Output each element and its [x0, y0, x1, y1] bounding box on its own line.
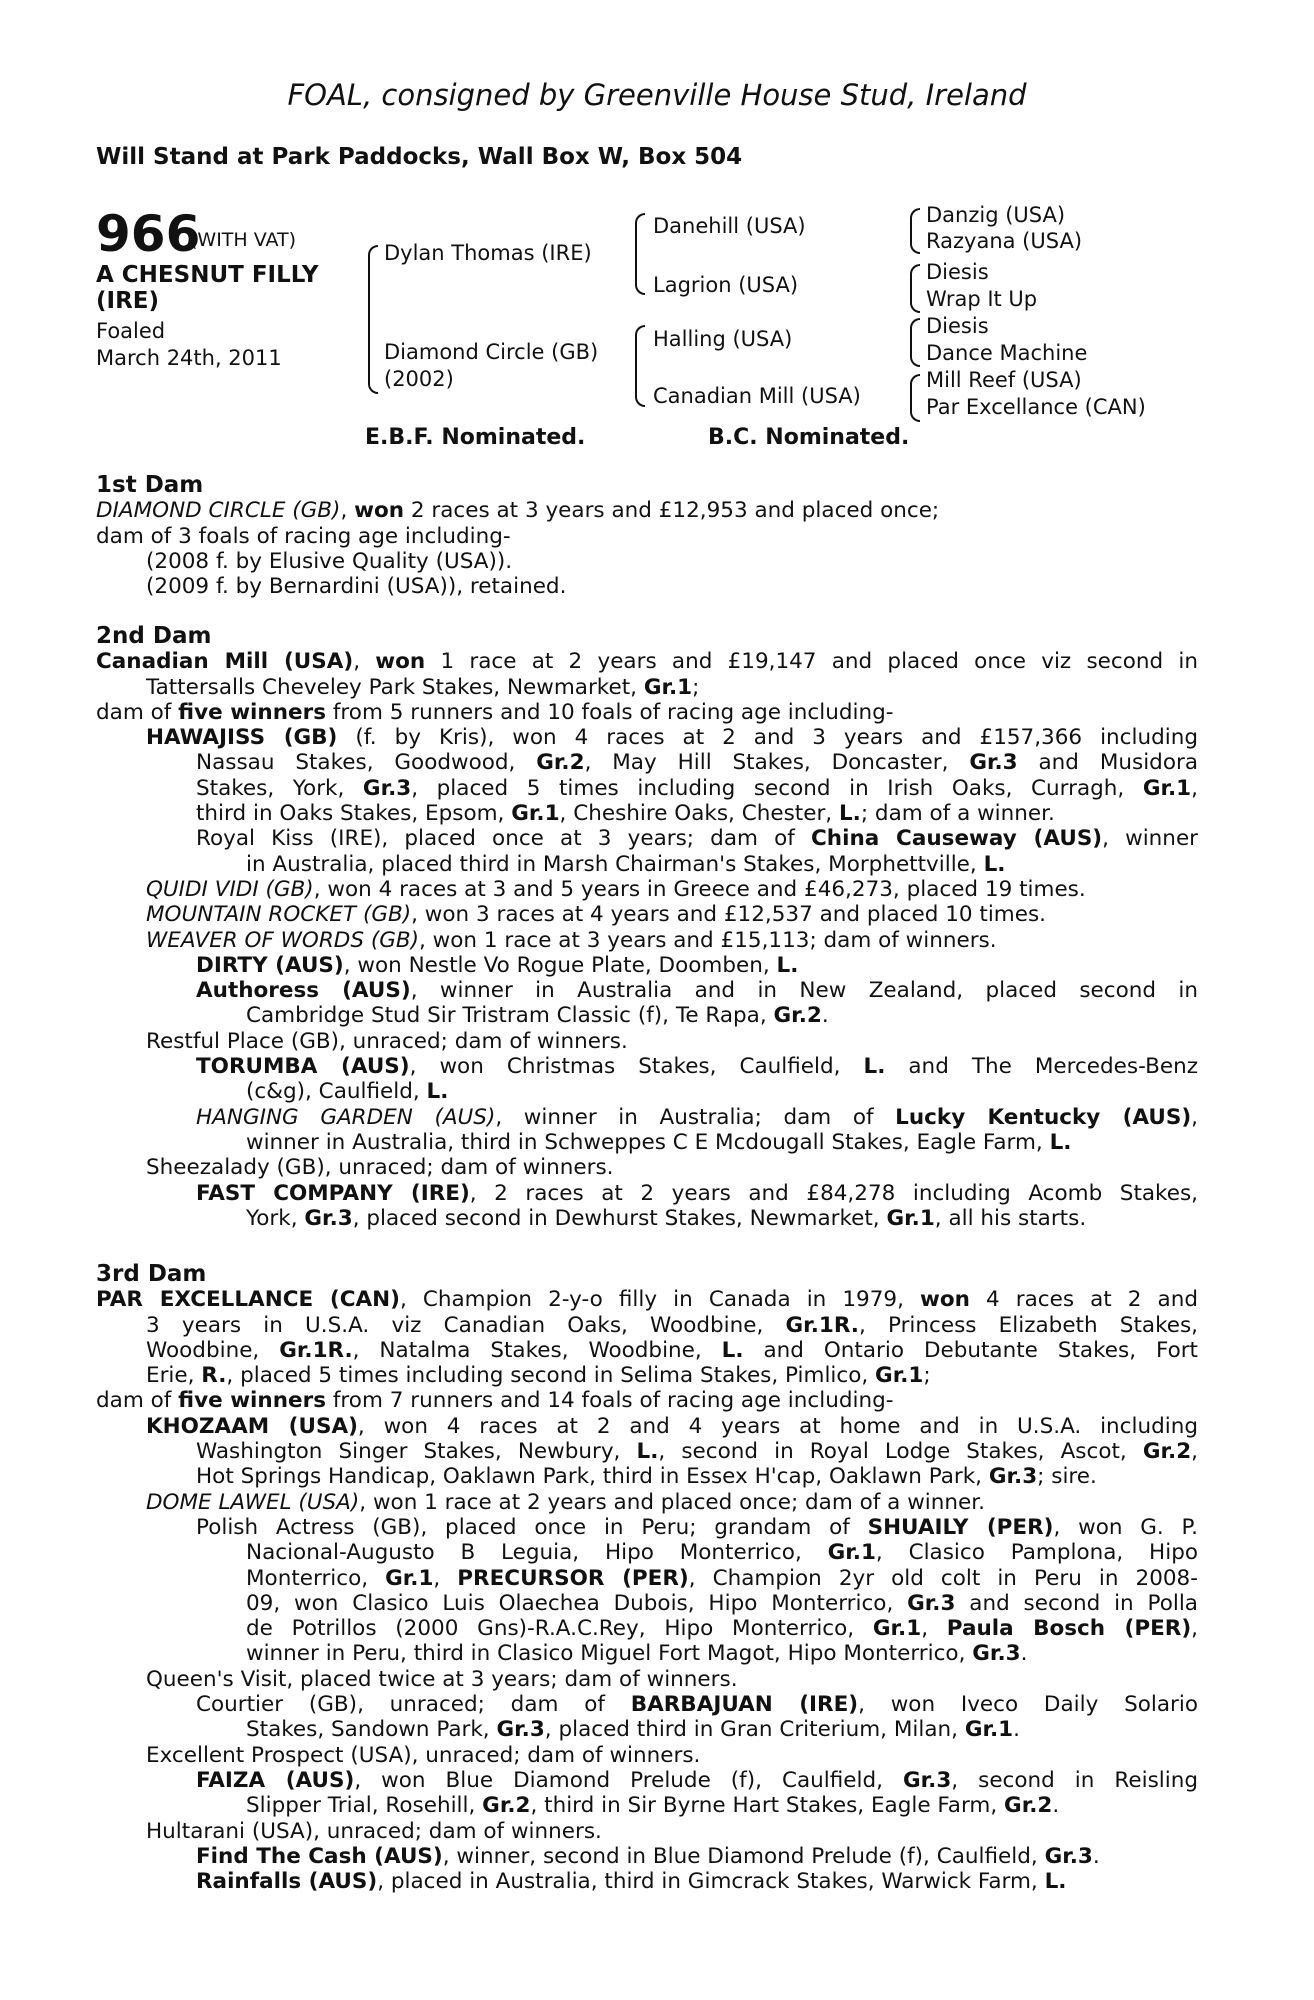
entry-line: HANGING GARDEN (AUS), winner in Australia; dam of Lucky Kentucky (AUS), [196, 1104, 1198, 1130]
pedigree-sire: Dylan Thomas (IRE) [384, 241, 592, 265]
g-brace-4 [910, 374, 920, 422]
entry-line: Excellent Prospect (USA), unraced; dam of winners. [146, 1742, 701, 1768]
first-dam-heading: 1st Dam [96, 472, 204, 498]
pedigree-sire-sire: Danehill (USA) [653, 214, 806, 238]
third-dam-heading: 3rd Dam [96, 1261, 207, 1287]
pedigree-dam-year: (2002) [384, 367, 454, 391]
first-dam-foal: (2008 f. by Elusive Quality (USA)). [146, 548, 513, 574]
entry-line: Erie, R., placed 5 times including second in Selima Stakes, Pimlico, Gr.1; [146, 1363, 931, 1389]
pedigree-dam-sire: Halling (USA) [653, 327, 793, 351]
entry-line: 3 years in U.S.A. viz Canadian Oaks, Woodbine, Gr.1R., Princess Elizabeth Stakes, [146, 1312, 1199, 1338]
entry-line: Hultarani (USA), unraced; dam of winners. [146, 1818, 602, 1844]
entry-line: WEAVER OF WORDS (GB), won 1 race at 3 years and £15,113; dam of winners. [146, 927, 997, 953]
entry-line: de Potrillos (2000 Gns)-R.A.C.Rey, Hipo Monterrico, Gr.1, Paula Bosch (PER), [246, 1616, 1198, 1642]
entry-line: Royal Kiss (IRE), placed once at 3 years; dam of China Causeway (AUS), winner [196, 826, 1199, 852]
entry-line: Restful Place (GB), unraced; dam of winners. [146, 1028, 628, 1054]
g-brace-3 [910, 318, 920, 367]
first-dam-section [96, 473, 1198, 599]
entry-line: 09, won Clasico Luis Olaechea Dubois, Hipo Monterrico, Gr.3 and second in Polla [246, 1590, 1198, 1616]
entry-line: in Australia, placed third in Marsh Chairman's Stakes, Morphettville, L. [246, 851, 1006, 877]
pedigree-dds: Mill Reef (USA) [926, 368, 1082, 392]
entry-line: Polish Actress (GB), placed once in Peru; grandam of SHUAILY (PER), won G. P. [196, 1514, 1198, 1540]
entry-line: Washington Singer Stakes, Newbury, L., second in Royal Lodge Stakes, Ascot, Gr.2, [196, 1439, 1198, 1465]
entry-line: Hot Springs Handicap, Oaklawn Park, third in Essex H'cap, Oaklawn Park, Gr.3; sire. [196, 1464, 1097, 1490]
entry-line: Slipper Trial, Rosehill, Gr.2, third in Sir Byrne Hart Stakes, Eagle Farm, Gr.2. [246, 1793, 1060, 1819]
entry-line: dam of five winners from 5 runners and 10 foals of racing age including- [96, 699, 894, 725]
second-dam-section [96, 624, 1198, 1231]
lot-number: 966 [96, 205, 201, 263]
entry-line: DIRTY (AUS), won Nestle Vo Rogue Plate, Doomben, L. [196, 952, 799, 978]
pedigree-ddd: Par Excellance (CAN) [926, 395, 1146, 419]
entry-line: Nacional-Augusto B Leguia, Hipo Monterrico, Gr.1, Clasico Pamplona, Hipo [246, 1540, 1198, 1566]
entry-line: winner in Australia, third in Schweppes C E Mcdougall Stakes, Eagle Farm, L. [246, 1129, 1072, 1155]
pedigree-sds: Diesis [926, 260, 989, 284]
vat-label: (WITH VAT) [190, 229, 297, 251]
second-dam-entry: Canadian Mill (USA), won 1 race at 2 years and £19,147 and placed once viz second in [96, 649, 1198, 675]
first-dam-produce: dam of 3 foals of racing age including- [96, 523, 511, 549]
entry-line: FAIZA (AUS), won Blue Diamond Prelude (f), Caulfield, Gr.3, second in Reisling [196, 1767, 1198, 1793]
pedigree-ssd: Razyana (USA) [926, 229, 1083, 253]
entry-line: Queen's Visit, placed twice at 3 years; dam of winners. [146, 1666, 738, 1692]
dam-brace [635, 325, 645, 407]
entry-line: dam of five winners from 7 runners and 14 foals of racing age including- [96, 1388, 894, 1414]
entry-line: Monterrico, Gr.1, PRECURSOR (PER), Champion 2yr old colt in Peru in 2008- [246, 1565, 1198, 1591]
g-brace-1 [910, 208, 920, 254]
entry-line: KHOZAAM (USA), won 4 races at 2 and 4 years at home and in U.S.A. including [146, 1413, 1199, 1439]
entry-line: Nassau Stakes, Goodwood, Gr.2, May Hill Stakes, Doncaster, Gr.3 and Musidora [196, 750, 1198, 776]
entry-line: Rainfalls (AUS), placed in Australia, third in Gimcrack Stakes, Warwick Farm, L. [196, 1869, 1067, 1895]
first-dam-entry: DIAMOND CIRCLE (GB), won 2 races at 3 years and £12,953 and placed once; [96, 498, 940, 524]
entry-line: (c&g), Caulfield, L. [246, 1079, 449, 1105]
pedigree-sss: Danzig (USA) [926, 203, 1066, 227]
entry-line: DOME LAWEL (USA), won 1 race at 2 years and placed once; dam of a winner. [146, 1489, 985, 1515]
entry-line: PAR EXCELLANCE (CAN), Champion 2-y-o filly in Canada in 1979, won 4 races at 2 and [96, 1287, 1198, 1313]
entry-line: Cambridge Stud Sir Tristram Classic (f), Te Rapa, Gr.2. [246, 1003, 829, 1029]
entry-line: HAWAJISS (GB) (f. by Kris), won 4 races at 2 and 3 years and £157,366 including [146, 725, 1198, 751]
g-brace-2 [910, 264, 920, 313]
entry-line: Authoress (AUS), winner in Australia and in New Zealand, placed second in [196, 978, 1198, 1004]
pedigree-dam: Diamond Circle (GB) [384, 340, 599, 364]
entry-line: Woodbine, Gr.1R., Natalma Stakes, Woodbine, L. and Ontario Debutante Stakes, Fort [146, 1337, 1198, 1363]
entry-line: Stakes, York, Gr.3, placed 5 times including second in Irish Oaks, Curragh, Gr.1, [196, 775, 1198, 801]
entry-line: TORUMBA (AUS), won Christmas Stakes, Caulfield, L. and The Mercedes-Benz [196, 1054, 1198, 1080]
ebf-nominated: E.B.F. Nominated. [365, 425, 586, 450]
entry-line: QUIDI VIDI (GB), won 4 races at 3 and 5 years in Greece and £46,273, placed 19 times. [146, 876, 1086, 902]
pedigree-dam-dam: Canadian Mill (USA) [653, 384, 861, 408]
page-title: FOAL, consigned by Greenville House Stud, Ireland [287, 78, 1027, 112]
third-dam-section [96, 1262, 1198, 1894]
pedigree-dsd: Dance Machine [926, 341, 1088, 365]
sire-dam-brace [368, 245, 378, 394]
pedigree-dss: Diesis [926, 314, 989, 338]
entry-line: Sheezalady (GB), unraced; dam of winners. [146, 1155, 614, 1181]
pedigree-sire-dam: Lagrion (USA) [653, 273, 799, 297]
entry-line: Tattersalls Cheveley Park Stakes, Newmarket, Gr.1; [146, 674, 700, 700]
entry-line: Courtier (GB), unraced; dam of BARBAJUAN (IRE), won Iveco Daily Solario [196, 1692, 1198, 1718]
entry-line: York, Gr.3, placed second in Dewhurst Stakes, Newmarket, Gr.1, all his starts. [246, 1205, 1087, 1231]
first-dam-foal: (2009 f. by Bernardini (USA)), retained. [146, 574, 567, 600]
second-dam-heading: 2nd Dam [96, 623, 212, 649]
entry-line: FAST COMPANY (IRE), 2 races at 2 years and £84,278 including Acomb Stakes, [196, 1180, 1198, 1206]
entry-line: winner in Peru, third in Clasico Miguel Fort Magot, Hipo Monterrico, Gr.3. [246, 1641, 1028, 1667]
bc-nominated: B.C. Nominated. [708, 425, 910, 450]
pedigree-sdd: Wrap It Up [926, 287, 1038, 311]
sire-brace [635, 213, 645, 295]
stand-location: Will Stand at Park Paddocks, Wall Box W, Box 504 [96, 144, 743, 170]
horse-description: A CHESNUT FILLY (IRE) [96, 262, 319, 314]
foaled-info: Foaled March 24th, 2011 [96, 319, 282, 370]
entry-line: MOUNTAIN ROCKET (GB), won 3 races at 4 years and £12,537 and placed 10 times. [146, 902, 1047, 928]
entry-line: third in Oaks Stakes, Epsom, Gr.1, Cheshire Oaks, Chester, L.; dam of a winner. [196, 801, 1055, 827]
entry-line: Find The Cash (AUS), winner, second in Blue Diamond Prelude (f), Caulfield, Gr.3. [196, 1843, 1100, 1869]
entry-line: Stakes, Sandown Park, Gr.3, placed third in Gran Criterium, Milan, Gr.1. [246, 1717, 1020, 1743]
